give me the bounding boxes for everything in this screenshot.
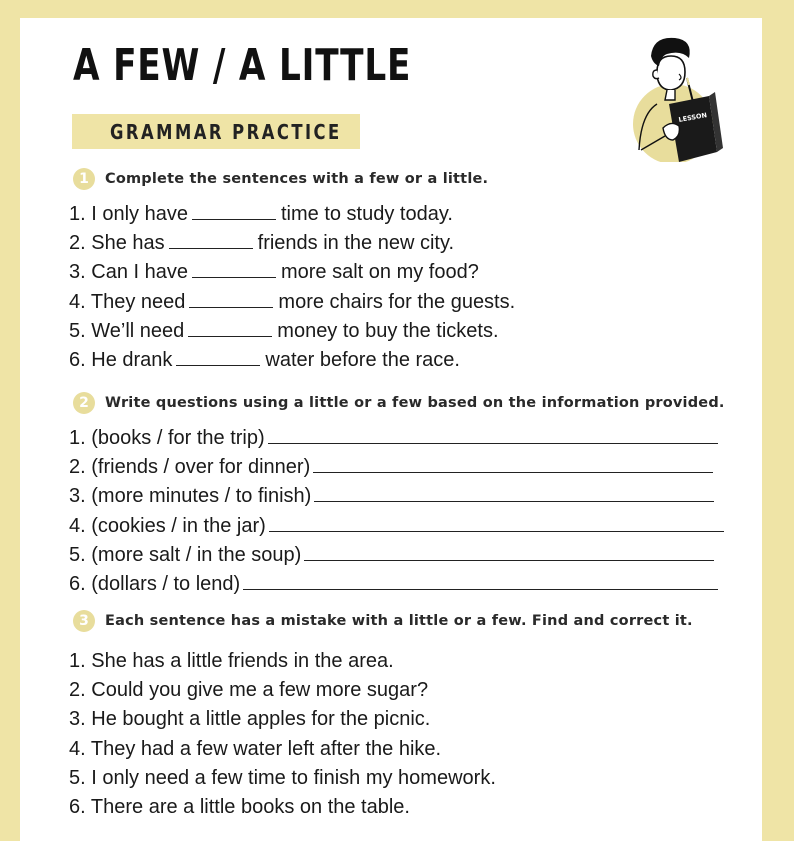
- answer-blank[interactable]: [192, 259, 276, 278]
- answer-line[interactable]: [269, 513, 724, 532]
- section-3-header: [73, 610, 693, 632]
- list-item: 3. (more minutes / to finish): [69, 482, 724, 511]
- list-item: 6. He drank water before the race.: [69, 348, 460, 371]
- section-2-header: [73, 392, 725, 414]
- list-item: 5. We’ll need money to buy the tickets.: [69, 319, 499, 342]
- list-item: 2. She has friends in the new city.: [69, 232, 455, 255]
- answer-blank[interactable]: [169, 230, 253, 249]
- list-item: 1. (books / for the trip): [69, 424, 724, 453]
- answer-line[interactable]: [268, 425, 718, 444]
- answer-line[interactable]: [243, 571, 718, 590]
- list-item: 2. Could you give me a few more sugar?: [69, 679, 429, 702]
- section-1-header: [73, 168, 488, 190]
- answer-line[interactable]: [313, 454, 713, 473]
- number-circle-icon: 2: [73, 392, 95, 414]
- number-circle-icon: 3: [73, 610, 95, 632]
- section-2-list: [69, 424, 724, 599]
- answer-blank[interactable]: [192, 201, 276, 220]
- list-item: 1. She has a little friends in the area.: [69, 650, 394, 672]
- list-item: 4. They had a few water left after the hike.: [69, 737, 442, 760]
- list-item: 2. (friends / over for dinner): [69, 453, 724, 482]
- list-item: 4. They need more chairs for the guests.: [69, 290, 516, 313]
- list-item: 6. There are a little books on the table.: [69, 795, 410, 818]
- number-circle-icon: 1: [73, 168, 95, 190]
- list-item: 4. (cookies / in the jar): [69, 512, 724, 541]
- page-title: A FEW / A LITTLE: [73, 40, 412, 91]
- section-3-list: [69, 647, 496, 822]
- list-item: 6. (dollars / to lend): [69, 570, 724, 599]
- book-label: LESSON: [677, 111, 708, 124]
- answer-blank[interactable]: [189, 289, 273, 308]
- list-item: 5. (more salt / in the soup): [69, 541, 724, 570]
- subtitle-banner: [72, 114, 360, 149]
- section-1-list: [69, 200, 515, 375]
- answer-line[interactable]: [304, 542, 714, 561]
- list-item: 3. Can I have more salt on my food?: [69, 261, 479, 284]
- list-item: 5. I only need a few time to finish my homework.: [69, 766, 496, 789]
- page-subtitle: GRAMMAR PRACTICE: [110, 120, 342, 144]
- section-2-instruction: Write questions using a little or a few based on the information provided.: [105, 395, 725, 411]
- answer-line[interactable]: [314, 483, 714, 502]
- list-item: 3. He bought a little apples for the picnic.: [69, 708, 431, 731]
- section-3-instruction: Each sentence has a mistake with a little or a few. Find and correct it.: [105, 613, 693, 629]
- section-1-instruction: Complete the sentences with a few or a little.: [105, 171, 489, 187]
- list-item: 1. I only have time to study today.: [69, 203, 453, 225]
- answer-blank[interactable]: [188, 318, 272, 337]
- answer-blank[interactable]: [176, 347, 260, 366]
- boy-reading-illustration: [617, 32, 729, 162]
- worksheet-page: [20, 18, 762, 841]
